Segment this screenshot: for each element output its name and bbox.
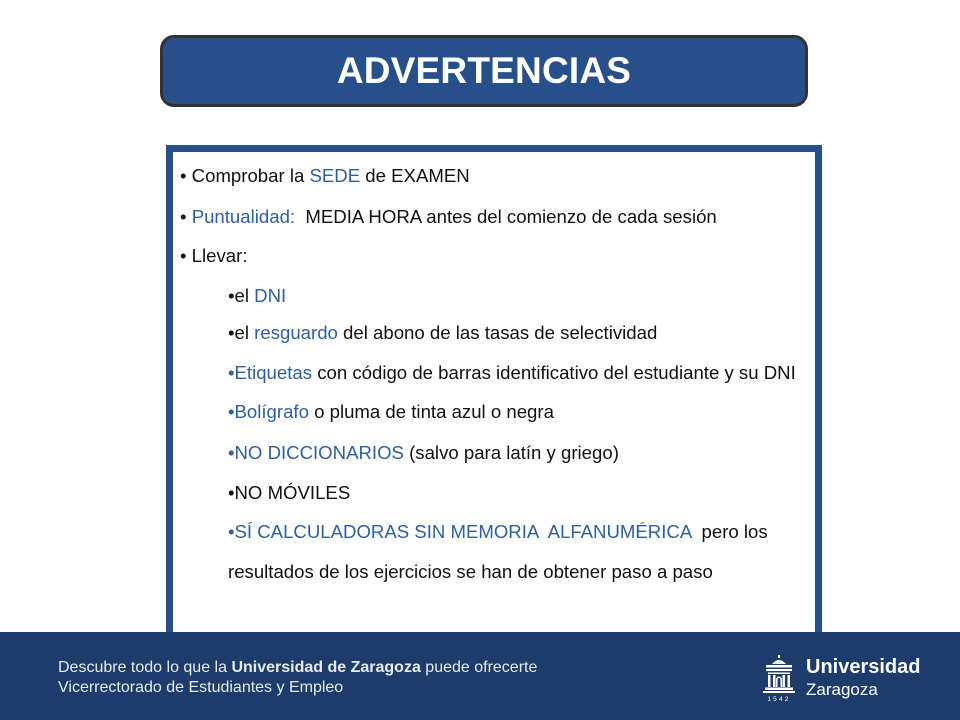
item-highlight: SEDE (309, 165, 361, 186)
item-text: • (180, 206, 192, 227)
subitem-resguardo (228, 322, 657, 344)
university-building-icon (763, 655, 795, 695)
item-highlight: resguardo (254, 322, 338, 343)
item-text: •NO MÓVILES (228, 482, 351, 503)
subitem-moviles (228, 482, 350, 504)
item-highlight: Puntualidad: (191, 206, 296, 227)
warning-item-llevar (180, 245, 247, 267)
item-text: (salvo para latín y griego) (403, 442, 619, 463)
item-text: • Comprobar la (180, 165, 310, 186)
subitem-boligrafo (228, 401, 554, 423)
footer (0, 632, 960, 720)
item-highlight: •Bolígrafo (228, 401, 309, 422)
subitem-dni (228, 285, 286, 307)
tagline-text: puede ofrecerte (420, 659, 538, 676)
warning-item-sede (180, 165, 470, 187)
item-highlight: •NO DICCIONARIOS (228, 442, 404, 463)
footer-tagline (58, 658, 537, 678)
tagline-text: Descubre todo lo que la (58, 659, 232, 676)
warnings-panel (166, 145, 822, 632)
logo-wordmark-universidad: Universidad (806, 656, 921, 678)
subitem-calculadoras-continuation (228, 561, 713, 583)
logo-wordmark-zaragoza: Zaragoza (806, 680, 878, 699)
page-title: ADVERTENCIAS (336, 50, 632, 91)
item-text: MEDIA HORA antes del comienzo de cada sesión (295, 206, 717, 227)
item-text: •el (228, 322, 255, 343)
subitem-calculadoras (228, 521, 768, 543)
warning-item-puntualidad (180, 206, 717, 228)
item-text: con código de barras identificativo del estudiante y su DNI (312, 362, 796, 383)
item-text: •el (228, 285, 255, 306)
logo-year: 1542 (767, 696, 791, 703)
subitem-diccionarios (228, 442, 619, 464)
item-highlight: •Etiquetas (228, 362, 313, 383)
item-text: resultados de los ejercicios se han de obtener paso a paso (228, 561, 713, 582)
title-banner (160, 35, 808, 107)
item-highlight: DNI (254, 285, 287, 306)
subitem-etiquetas (228, 362, 796, 384)
item-text: del abono de las tasas de selectividad (337, 322, 658, 343)
item-text: de EXAMEN (360, 165, 470, 186)
footer-department: Vicerrectorado de Estudiantes y Empleo (58, 679, 344, 696)
tagline-university: Universidad de Zaragoza (231, 659, 421, 676)
item-text: pero los (691, 521, 768, 542)
item-text: o pluma de tinta azul o negra (308, 401, 554, 422)
item-highlight: •SÍ CALCULADORAS SIN MEMORIA ALFANUMÉRICA (228, 521, 692, 542)
item-text: • Llevar: (180, 245, 248, 266)
